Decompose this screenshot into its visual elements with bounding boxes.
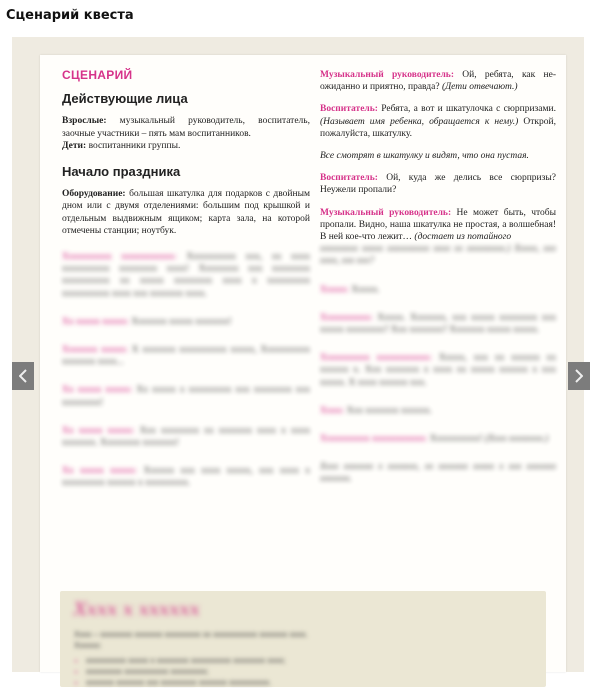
- adults-paragraph: [62, 115, 310, 139]
- cast-heading: Действующие лица: [62, 91, 188, 107]
- blurred-preview-right: xxxxxxxxx xxxxx xxxxxxxxxx xxxx xx xxxxxxxxx.) Xxxxx, xxx xxxx, xxx xxx? Xxxxx: Xxxxx. Xxxxxxxxxx: Xxxxx. Xxxxxxx, xxx xxxxx xxxxxxxx xxx xxxxx xxxxxxxx? Xxx xxxxxxx? Xxxxxxx xxxxx xxxxx. Xxxxxxxxxx xxxxxxxxxxx: Xxxxx, xxx xx xxxxxx xx xxxxxx x. Xxx xxxxxxx x xxxx xx xxxxx xxxxxx x xxx xxxxx. X xxxx xxxxxx xxx. Xxxx: Xxx xxxxxxx xxxxxx. Xxxxxxxxxx xxxxxxxxxxx: Xxxxxxxxxx! (Xxxx xxxxxxxx.) Xxxx xxxxxxx x xxxxxxx, xx xxxxxxx xxxxx x xxx xxxxxxx xxxxxxx.: [320, 244, 556, 485]
- stage-direction: Все смотрят в шкатулку и видят, что она пустая.: [320, 151, 529, 162]
- left-column: [62, 69, 310, 506]
- blurred-preview-left: Xxxxxxxxxx xxxxxxxxxxx: Xxxxxxxxxx xxx, xx xxxx xxxxxxxxxx xxxxxxxx xxxx! Xxxxxxxx xxx xxxxxxxx xxxxxxxxxx xx xxxxx xxxxxxxx xxxx x xxxxxxxxx xxxxxxxxxx xxxx xxx xxxxxxx xxxx. Xx xxxxx xxxxx: Xxxxxxx xxxxx xxxxxxx! Xxxxxxx xxxxx: X xxxxxxx xxxxxxxxxx xxxxx, Xxxxxxxxxx xxxxxxx xxxx... Xx xxxxx xxxxx: Xx xxxxx x xxxxxxxxx xxx xxxxxxxx xxx xxxxxxxx! Xx xxxxx xxxxx: Xxx xxxxxxxx xx xxxxxxx xxxx x xxxx xxxxxxx. Xxxxxxxx xxxxxxx! Xx xxxxx xxxxx: Xxxxxx xxx xxxx xxxxx, xxx xxxx x xxxxxxxxx xxxxxx x xxxxxxxxx.: [62, 252, 310, 489]
- right-column: [320, 69, 556, 502]
- dialogue-2-text-end: Открой, пожалуйста, шкатулку.: [320, 116, 556, 139]
- dialogue-1-text: Ой, ребята, как не-ожиданно и приятно, правда?: [320, 70, 556, 93]
- dialogue-2-remark: (Называет имя ребенка, обращается к нему.): [320, 116, 519, 127]
- speaker-teacher-2: Воспитатель:: [320, 173, 378, 184]
- dialogue-2-text: Ребята, а вот и шкатулочка с сюрпризами.: [377, 104, 556, 115]
- equipment-label: Оборудование:: [62, 189, 126, 200]
- chevron-right-icon: [575, 369, 583, 383]
- dialogue-1-remark: (Дети отвечают.): [441, 82, 518, 93]
- children-text: воспитанники группы.: [86, 140, 181, 151]
- highlight-box: [60, 591, 546, 687]
- adults-text: музыкальный руководитель, воспитатель, заочные участники – пять мам воспитанников.: [62, 116, 310, 139]
- document-viewer: [12, 37, 584, 687]
- dialogue-3-text: Ой, куда же делись все сюрпризы? Неужели пропали?: [320, 173, 556, 196]
- equipment-text: большая шкатулка для подарков с двойным дном или с двумя отделениями: большим под крышкой и отдельным выдвижным ящиком; карта зала, на которой отмечены станции; ноутбук.: [62, 189, 310, 236]
- dialogue-1: [320, 69, 556, 93]
- dialogue-2: [320, 103, 556, 140]
- page-title: Сценарий квеста: [6, 8, 134, 23]
- next-page-button[interactable]: [568, 362, 590, 390]
- start-heading: Начало праздника: [62, 164, 181, 180]
- speaker-music-director: Музыкальный руководитель:: [320, 70, 454, 80]
- children-label: Дети:: [62, 140, 87, 151]
- dialogue-4-text: Не может быть, чтобы пропали. Видно, наша шкатулка не простая, а волшебная! В ней кое-что лежит…: [320, 207, 556, 243]
- adults-label: Взрослые:: [62, 116, 107, 127]
- document-page: [40, 55, 566, 687]
- dialogue-4: [320, 207, 556, 244]
- dialogue-3: [320, 172, 556, 196]
- chevron-left-icon: [19, 369, 27, 383]
- scenario-label: СЦЕНАРИЙ: [62, 68, 133, 82]
- highlight-box-body: Xxxx – xxxxxxxx xxxxxxx xxxxxxxxx xx xxxxxxxxxxx xxxxxxx xxxx. Xxxxxx: • xxxxxxxxxx xxxxx x xxxxxxxx xxxxxxxxxx xxxxxxxx xxxx; • xxxxxxxxx xxxxxxxxxxx xxxxxxxxx; • xxxxxxx xxxxxxx xxx xxxxxxxxx xxxxxxx xxxxxxxxxx.: [74, 629, 532, 688]
- speaker-music-director-2: Музыкальный руководитель:: [320, 207, 452, 218]
- dialogue-4-remark: (достает из потайного: [414, 232, 512, 243]
- children-paragraph: [62, 140, 310, 152]
- equipment-paragraph: [62, 188, 310, 237]
- prev-page-button[interactable]: [12, 362, 34, 390]
- speaker-teacher: Воспитатель:: [320, 104, 378, 115]
- highlight-box-title: Xxxx x xxxxxx: [74, 599, 200, 620]
